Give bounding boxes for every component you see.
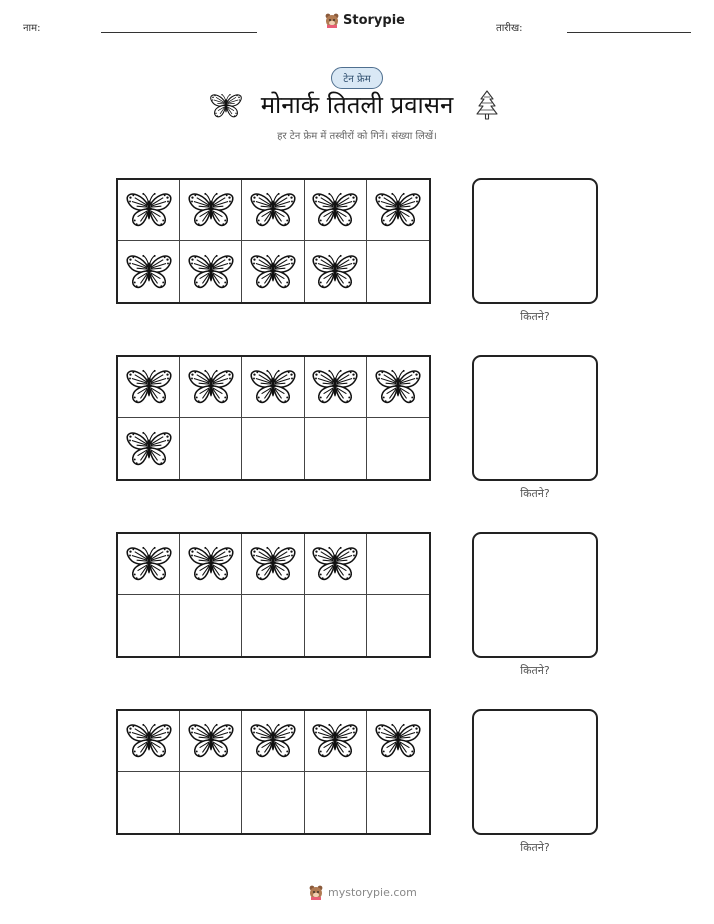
frame-cell — [180, 418, 242, 479]
frame-cell — [118, 241, 180, 302]
bear-mascot-icon — [308, 884, 324, 900]
butterfly-icon — [126, 545, 172, 583]
name-line[interactable] — [101, 32, 257, 33]
frame-cell — [367, 772, 429, 833]
frame-cell — [118, 418, 180, 479]
bear-mascot-icon — [324, 12, 340, 28]
frame-cell — [242, 241, 304, 302]
instructions: हर टेन फ्रेम में तस्वीरों को गिनें। संख्या लिखें। — [277, 131, 437, 142]
name-label: नाम: — [23, 23, 41, 34]
answer-label: कितने? — [520, 310, 550, 323]
frame-cell — [180, 772, 242, 833]
butterfly-icon — [375, 368, 421, 406]
frame-cell — [118, 534, 180, 595]
frame-cell — [305, 711, 367, 772]
date-line[interactable] — [567, 32, 691, 33]
ten-frame — [116, 709, 431, 835]
butterfly-icon — [312, 545, 358, 583]
frame-cell — [118, 180, 180, 241]
frame-cell — [367, 241, 429, 302]
answer-box[interactable] — [472, 178, 598, 304]
page-title: मोनार्क तितली प्रवासन — [260, 91, 454, 119]
answer-label: कितने? — [520, 841, 550, 854]
frame-cell — [305, 595, 367, 656]
butterfly-icon — [126, 368, 172, 406]
frame-cell — [367, 418, 429, 479]
frame-cell — [118, 711, 180, 772]
butterfly-icon — [126, 191, 172, 229]
brand-name: Storypie — [343, 12, 405, 28]
frame-cell — [118, 357, 180, 418]
frame-cell — [118, 772, 180, 833]
butterfly-icon — [250, 253, 296, 291]
frame-cell — [305, 357, 367, 418]
pine-tree-icon — [474, 89, 500, 121]
frame-cell — [305, 772, 367, 833]
frame-cell — [367, 357, 429, 418]
butterfly-icon — [250, 545, 296, 583]
frame-cell — [180, 595, 242, 656]
answer-box[interactable] — [472, 532, 598, 658]
frame-cell — [305, 534, 367, 595]
ten-frame — [116, 178, 431, 304]
frame-cell — [305, 418, 367, 479]
frame-cell — [118, 595, 180, 656]
butterfly-icon — [312, 253, 358, 291]
frame-cell — [242, 595, 304, 656]
butterfly-icon — [126, 253, 172, 291]
topic-badge: टेन फ्रेम — [331, 67, 383, 89]
frame-cell — [180, 180, 242, 241]
frame-cell — [180, 534, 242, 595]
frame-cell — [242, 357, 304, 418]
answer-label: कितने? — [520, 487, 550, 500]
frame-cell — [242, 772, 304, 833]
answer-box[interactable] — [472, 355, 598, 481]
butterfly-icon — [188, 722, 234, 760]
ten-frame — [116, 532, 431, 658]
frame-cell — [305, 180, 367, 241]
answer-box[interactable] — [472, 709, 598, 835]
frame-cell — [242, 534, 304, 595]
butterfly-icon — [312, 368, 358, 406]
frame-cell — [242, 180, 304, 241]
butterfly-icon — [188, 368, 234, 406]
butterfly-icon — [188, 191, 234, 229]
frame-cell — [242, 711, 304, 772]
frame-cell — [180, 357, 242, 418]
butterfly-icon — [188, 545, 234, 583]
butterfly-icon — [250, 191, 296, 229]
frame-cell — [367, 711, 429, 772]
frame-cell — [367, 180, 429, 241]
butterfly-icon — [312, 191, 358, 229]
brand-logo — [324, 12, 405, 28]
footer — [308, 884, 417, 900]
butterfly-icon — [312, 722, 358, 760]
date-label: तारीख: — [496, 23, 523, 34]
butterfly-icon — [375, 722, 421, 760]
butterfly-icon — [375, 191, 421, 229]
answer-label: कितने? — [520, 664, 550, 677]
ten-frame — [116, 355, 431, 481]
butterfly-icon — [250, 368, 296, 406]
frame-cell — [242, 418, 304, 479]
butterfly-icon — [126, 722, 172, 760]
frame-cell — [180, 711, 242, 772]
butterfly-icon — [188, 253, 234, 291]
footer-url: mystorypie.com — [328, 885, 417, 899]
frame-cell — [367, 534, 429, 595]
frame-cell — [305, 241, 367, 302]
butterfly-icon — [250, 722, 296, 760]
butterfly-icon — [126, 430, 172, 468]
frame-cell — [367, 595, 429, 656]
frame-cell — [180, 241, 242, 302]
